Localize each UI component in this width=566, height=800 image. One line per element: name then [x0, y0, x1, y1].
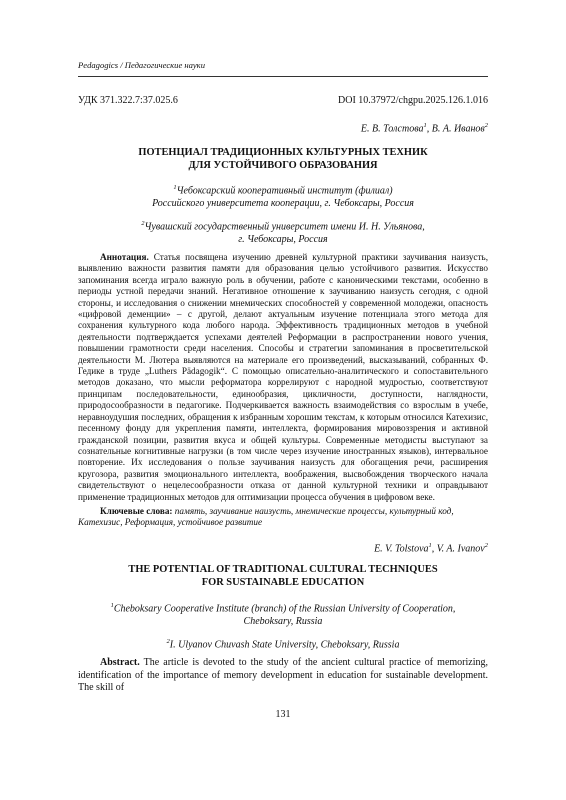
affil-2-ru-sup: 2 [141, 220, 145, 227]
author-1-ru: Е. В. Толстова [360, 123, 424, 135]
affil-1-ru-line1: Чебоксарский кооперативный институт (филиал) [176, 185, 393, 197]
author-1-ru-sup: 1 [423, 122, 427, 129]
abstract-ru-label: Аннотация. [100, 252, 149, 262]
author-2-ru-sup: 2 [484, 122, 488, 129]
author-1-en: E. V. Tolstova [374, 543, 429, 555]
affil-2-ru-line1: Чувашский государственный университет имени И. Н. Ульянова, [144, 221, 425, 233]
running-header: Pedagogics / Педагогические науки [78, 60, 206, 70]
page-number: 131 [275, 709, 291, 720]
affil-1-en-line2: Cheboksary, Russia [243, 615, 323, 627]
affil-1-ru-sup: 1 [173, 184, 177, 191]
author-2-en-sup: 2 [484, 542, 488, 549]
keywords-ru-text: память, заучивание наизусть, мнемические процессы, культурный код, Катехизис, Реформация, устойчивое развитие [78, 506, 454, 528]
affil-1-en-sup: 1 [110, 602, 114, 609]
authors-en [374, 542, 488, 554]
affiliation-1-en [78, 600, 488, 628]
author-1-en-sup: 1 [428, 542, 432, 549]
title-ru-line1: ПОТЕНЦИАЛ ТРАДИЦИОННЫХ КУЛЬТУРНЫХ ТЕХНИК [138, 147, 428, 158]
affil-1-en-line1: Cheboksary Cooperative Institute (branch) of the Russian University of Cooperation, [113, 603, 456, 615]
abstract-ru [78, 252, 488, 503]
abstract-en-text: The article is devoted to the study of the ancient cultural practice of memorizing, identification of the importance of memory development in education for sustainable development. The skill of [78, 657, 488, 694]
title-en-line1: THE POTENTIAL OF TRADITIONAL CULTURAL TECHNIQUES [128, 564, 438, 575]
udk-code: УДК 371.322.7:37.025.6 [78, 95, 178, 106]
title-en-line2: FOR SUSTAINABLE EDUCATION [201, 576, 365, 588]
abstract-ru-text: Статья посвящена изучению древней культурной практики заучивания наизусть, выявлению важности развития памяти для образования целью устойчивого развития. Искусство запоминания всегда играло важную роль в обучении, работе с каноническими текстами, особенно в периоды устной передачи знаний. Негативное отношение к заучиванию наизусть сегодня, с одной стороны, и исследования о снижении мнемических способностей у современной молодежи, опасность «цифровой деменции» – с другой, делают актуальным изучение потенциала этого метода для сохранения культурного кода любого народа. Эффективность традиционных методов в учебной деятельности подтверждается успехами деятелей Реформации в распространении нового учения, повышении грамотности среди населения. Способы и стратегии запоминания в просветительской деятельности М. Лютера выявляются на материале его произведений, высказываний, собранных Ф. Гедике в труде „Luthers Pädagogik“. С помощью описательно-аналитического и сопоставительного методов доказано, что мысли реформатора коррелируют с народной мудростью, соответствуют принципам последовательности, единообразия, цикличности, доступности, наглядности, природосообразности в педагогике. Подчеркивается важность взаимодействия со взрослым в учебе, неравноудушия последних, обращения к избранным хорошим текстам, к которым относился Катехизис, песенному фонду для укрепления памяти, интеллекта, формирования мировоззрения и активной гражданской позиции, развития вкуса и общей культуры. Современные методисты выступают за сознательные когнитивные нагрузки (в том числе через изучение иностранных языков), интервальное повторение. Их исследования о пользе заучивания наизусть для обогащения речи, расширения кругозора, развития эмоционального интеллекта, воображения, высвобождения творческого начала свидетельствуют о нецелесообразности отказа от данной культурной техники и оправдывают применение традиционных методов для оптимизации процесса обучения в цифровом веке. [78, 252, 489, 502]
affiliation-2-en [78, 636, 488, 652]
affil-2-en-line1: I. Ulyanov Chuvash State University, Cheboksary, Russia [169, 639, 400, 651]
title-en [78, 564, 488, 589]
abstract-en-label: Abstract. [100, 657, 140, 668]
title-ru [78, 147, 488, 172]
keywords-ru-label: Ключевые слова: [100, 506, 173, 516]
affil-2-ru-line2: г. Чебоксары, Россия [238, 233, 328, 245]
keywords-ru [78, 506, 488, 529]
affiliation-2-ru [78, 218, 488, 246]
affil-1-ru-line2: Российского университета кооперации, г. Чебоксары, Россия [152, 197, 414, 209]
author-sep-ru: , [426, 123, 432, 135]
affiliation-1-ru [78, 182, 488, 210]
author-2-ru: В. А. Иванов [431, 123, 485, 135]
author-2-en: V. A. Ivanov [436, 543, 485, 555]
title-ru-line2: ДЛЯ УСТОЙЧИВОГО ОБРАЗОВАНИЯ [188, 159, 378, 171]
doi: DOI 10.37972/chgpu.2025.126.1.016 [338, 95, 488, 106]
author-sep-en: , [431, 543, 437, 555]
header-rule [78, 76, 488, 77]
authors-ru [361, 122, 488, 134]
affil-2-en-sup: 2 [166, 638, 170, 645]
abstract-en [78, 657, 488, 695]
